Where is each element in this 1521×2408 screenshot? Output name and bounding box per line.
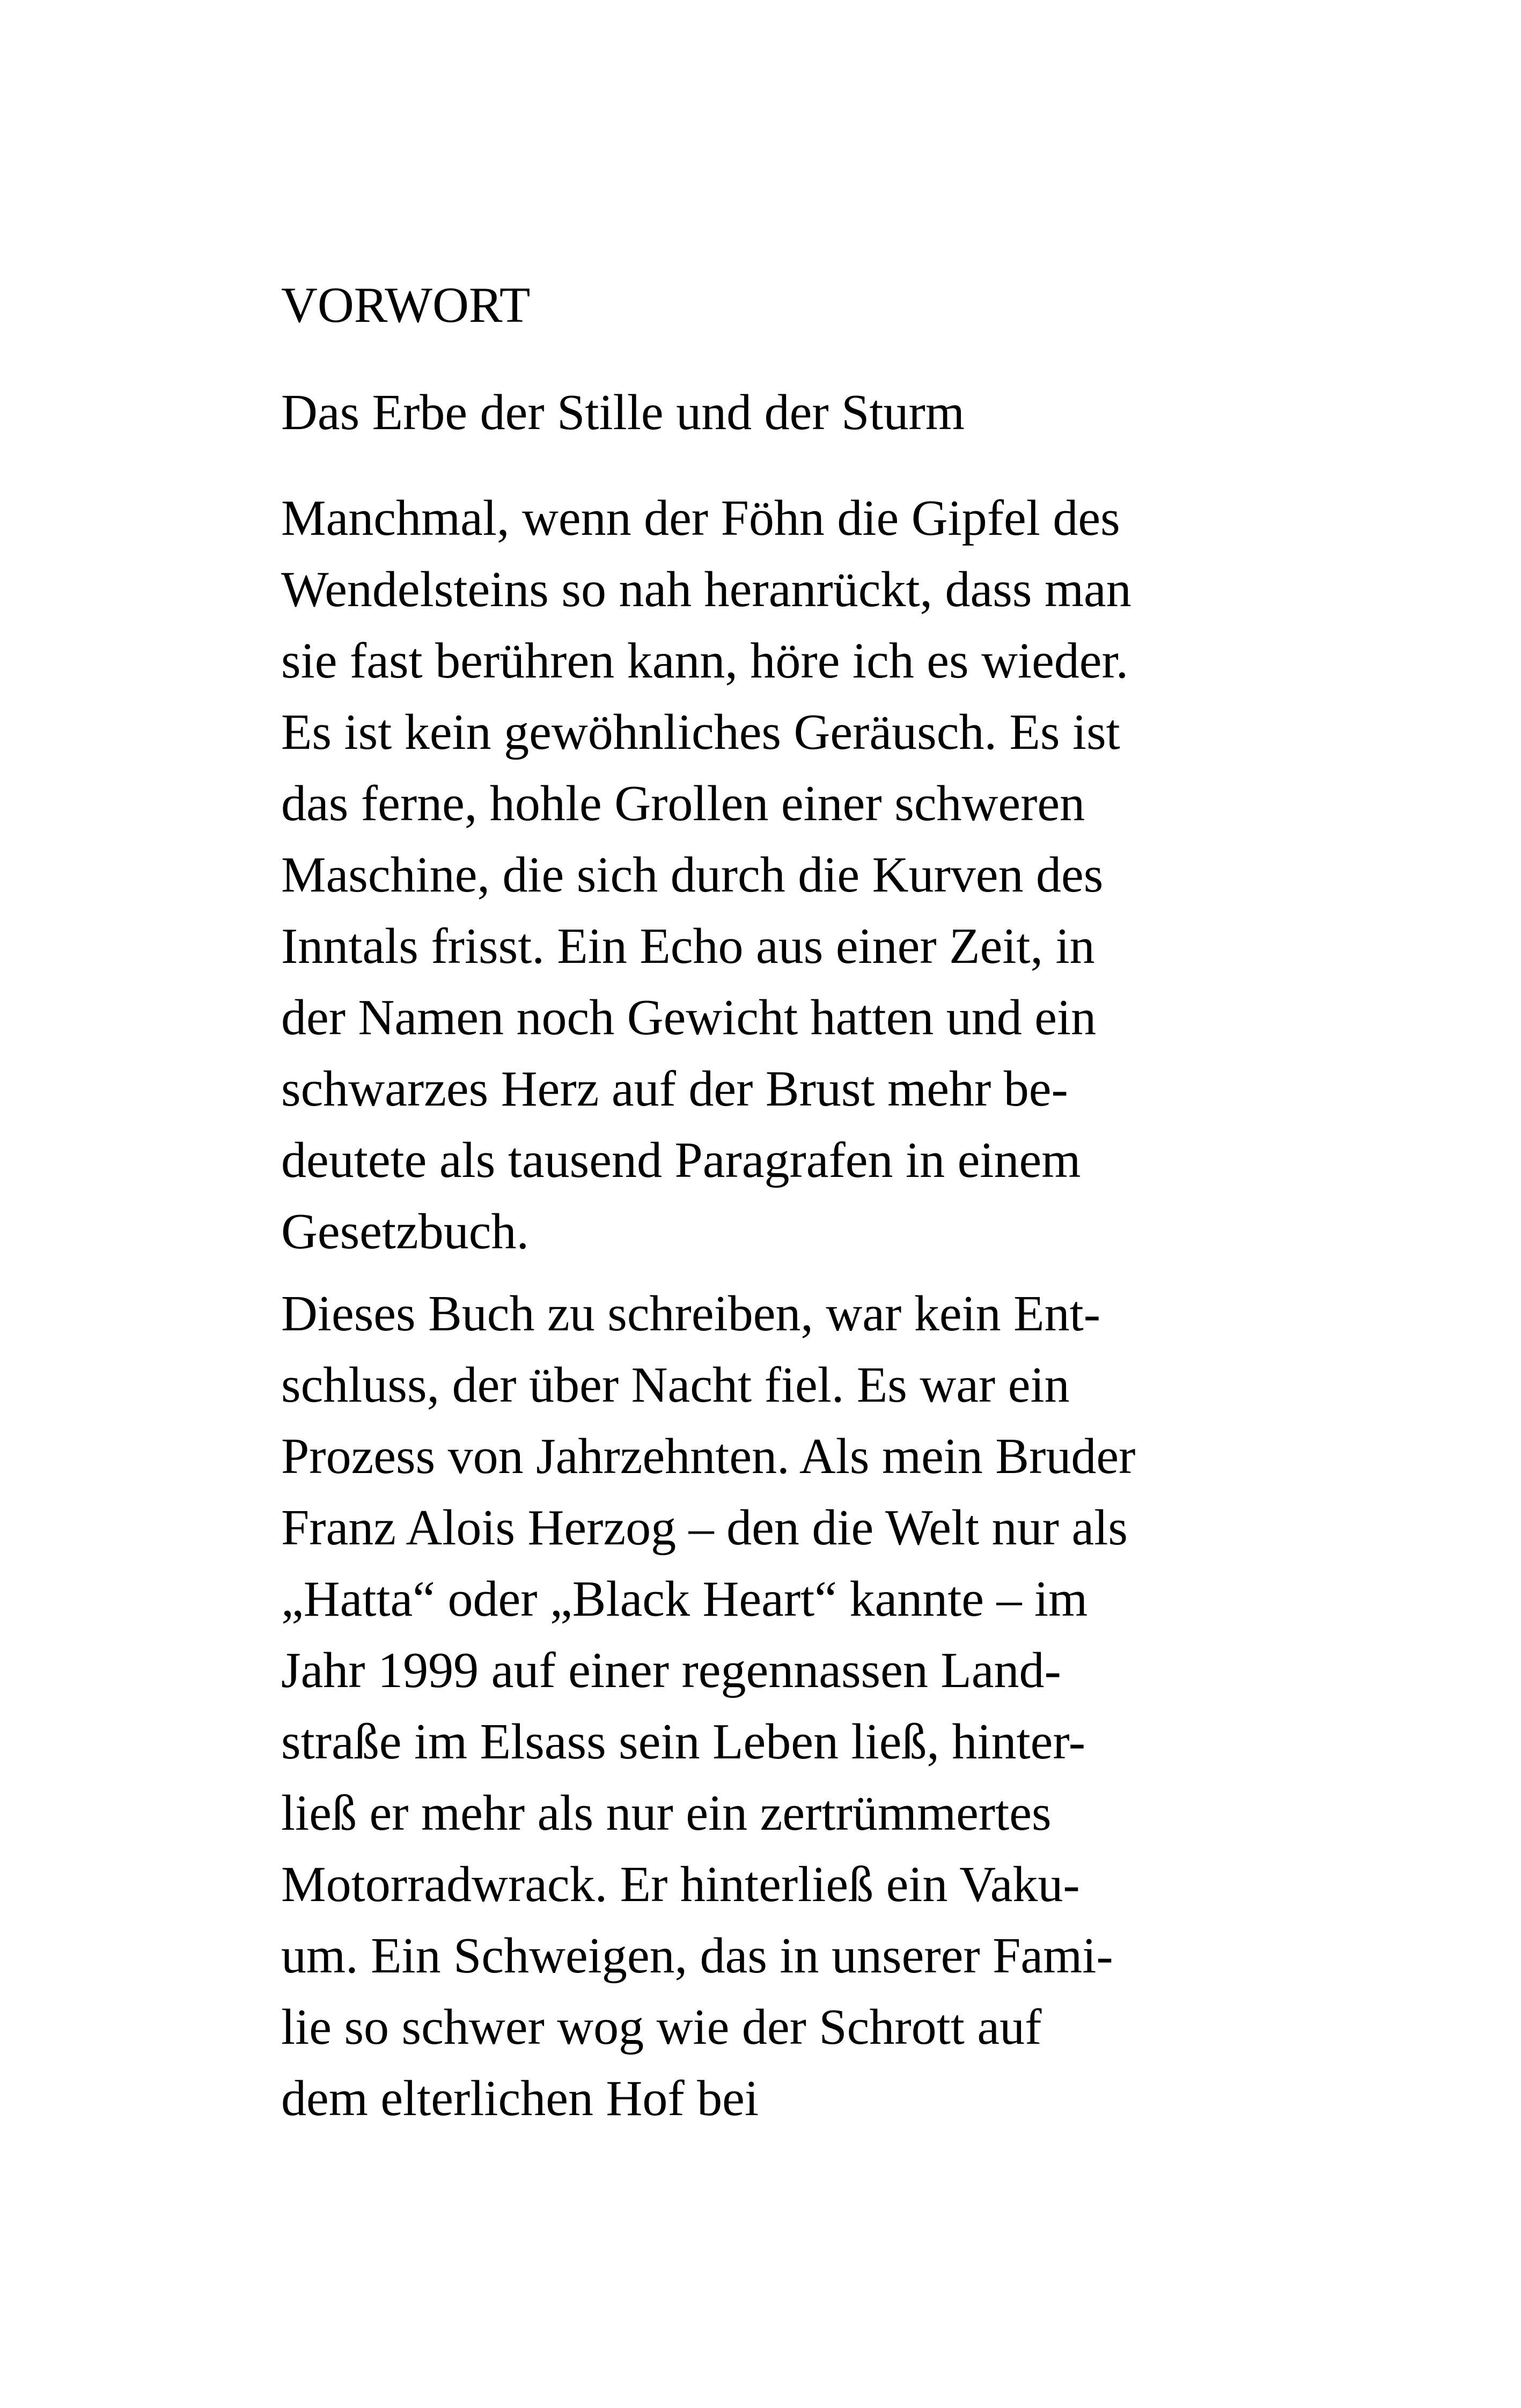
paragraph-line: Jahr 1999 auf einer regennassen Land- <box>281 1643 1061 1698</box>
paragraph-line: der Namen noch Gewicht hatten und ein <box>281 990 1097 1045</box>
paragraph-line: Manchmal, wenn der Föhn die Gipfel des <box>281 490 1120 546</box>
paragraph-line: um. Ein Schweigen, das in unserer Fami- <box>281 1928 1113 1984</box>
paragraph-line: Prozess von Jahrzehnten. Als mein Bruder <box>281 1428 1136 1484</box>
paragraph-line: Gesetzbuch. <box>281 1204 529 1260</box>
chapter-subtitle: Das Erbe der Stille und der Sturm <box>281 385 965 440</box>
paragraph-line: „Hatta“ oder „Black Heart“ kannte – im <box>281 1571 1088 1627</box>
paragraph-line: Franz Alois Herzog – den die Welt nur als <box>281 1500 1128 1556</box>
paragraph-line: schwarzes Herz auf der Brust mehr be- <box>281 1061 1068 1117</box>
paragraph-2 <box>281 1278 1300 2134</box>
paragraph-line: Motorradwrack. Er hinterließ ein Vaku- <box>281 1857 1080 1912</box>
paragraph-line: Wendelsteins so nah heranrückt, dass man <box>281 562 1131 617</box>
paragraph-line: schluss, der über Nacht fiel. Es war ein <box>281 1357 1070 1413</box>
paragraph-line: ließ er mehr als nur ein zertrümmertes <box>281 1785 1052 1841</box>
paragraph-line: sie fast berühren kann, höre ich es wieder. <box>281 633 1129 689</box>
paragraph-1 <box>281 483 1300 1268</box>
paragraph-line: lie so schwer wog wie der Schrott auf <box>281 1999 1042 2055</box>
paragraph-line: Es ist kein gewöhnliches Geräusch. Es ist <box>281 704 1120 760</box>
paragraph-line: straße im Elsass sein Leben ließ, hinter- <box>281 1714 1086 1770</box>
paragraph-line: Inntals frisst. Ein Echo aus einer Zeit, in <box>281 918 1095 974</box>
paragraph-line: dem elterlichen Hof bei <box>281 2071 759 2126</box>
paragraph-line: deutete als tausend Paragrafen in einem <box>281 1132 1081 1188</box>
paragraph-line: das ferne, hohle Grollen einer schweren <box>281 776 1085 831</box>
paragraph-line: Maschine, die sich durch die Kurven des <box>281 847 1104 903</box>
chapter-heading: VORWORT <box>281 277 531 333</box>
paragraph-line: Dieses Buch zu schreiben, war kein Ent- <box>281 1286 1100 1342</box>
